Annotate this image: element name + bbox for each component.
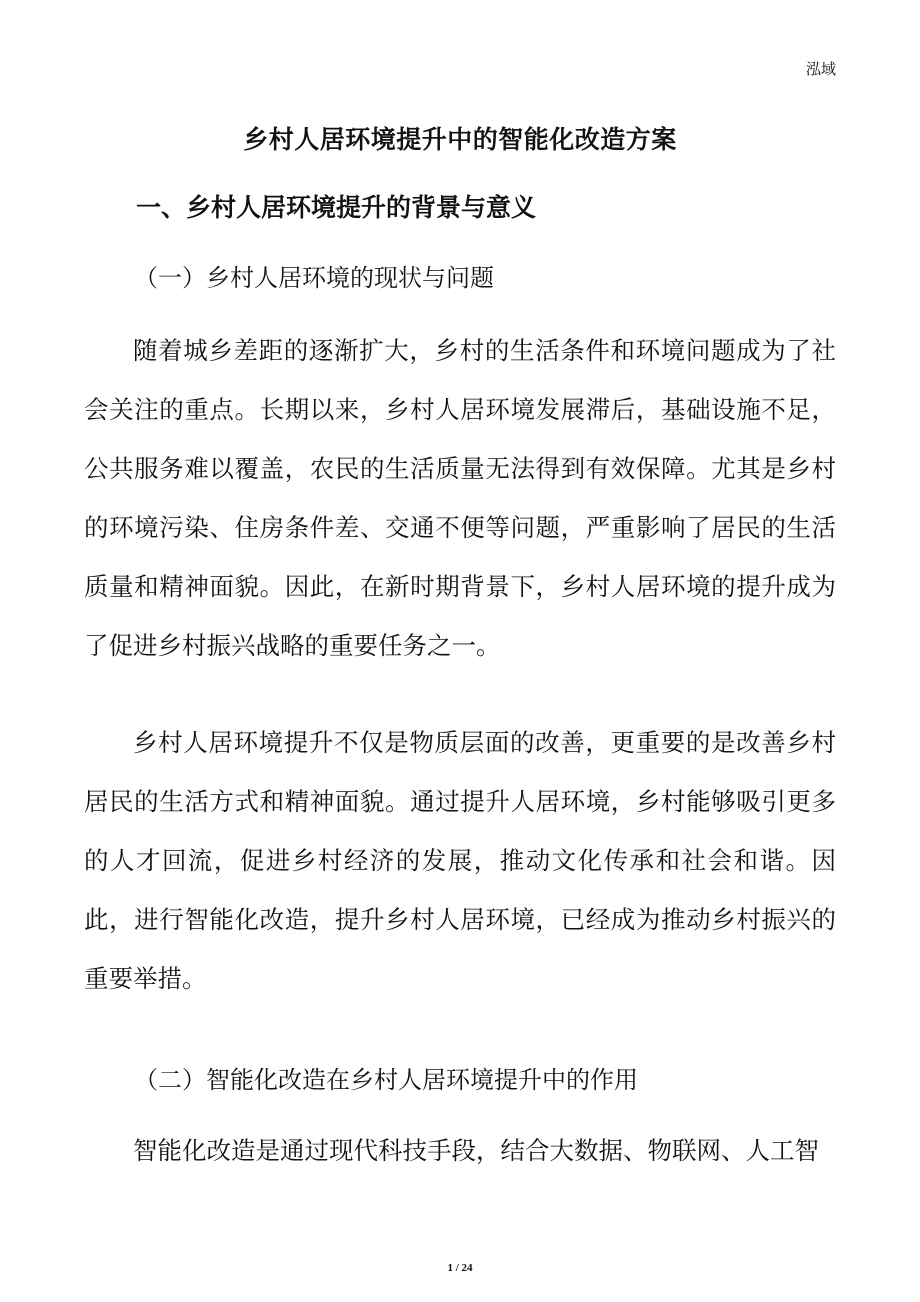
subsection-heading-2: （二）智能化改造在乡村人居环境提升中的作用: [134, 1066, 638, 1094]
subsection-heading-1: （一）乡村人居环境的现状与问题: [134, 264, 494, 292]
section-heading: 一、乡村人居环境提升的背景与意义: [136, 193, 537, 222]
paragraph-2: 乡村人居环境提升不仅是物质层面的改善，更重要的是改善乡村居民的生活方式和精神面貌。通过提升人居环境，乡村能够吸引更多的人才回流，促进乡村经济的发展，推动文化传承和社会和谐。因此，进行智能化改造，提升乡村人居环境，已经成为推动乡村振兴的重要举措。: [84, 728, 836, 993]
paragraph-3: 智能化改造是通过现代科技手段，结合大数据、物联网、人工智: [133, 1136, 819, 1165]
document-title: 乡村人居环境提升中的智能化改造方案: [243, 125, 677, 154]
paragraph-1: 随着城乡差距的逐渐扩大，乡村的生活条件和环境问题成为了社会关注的重点。长期以来，乡村人居环境发展滞后，基础设施不足，公共服务难以覆盖，农民的生活质量无法得到有效保障。尤其是乡村的环境污染、住房条件差、交通不便等问题，严重影响了居民的生活质量和精神面貌。因此，在新时期背景下，乡村人居环境的提升成为了促进乡村振兴战略的重要任务之一。: [84, 336, 836, 660]
page-number: 1 / 24: [447, 1262, 473, 1274]
header-org-name: 泓域: [805, 60, 836, 78]
